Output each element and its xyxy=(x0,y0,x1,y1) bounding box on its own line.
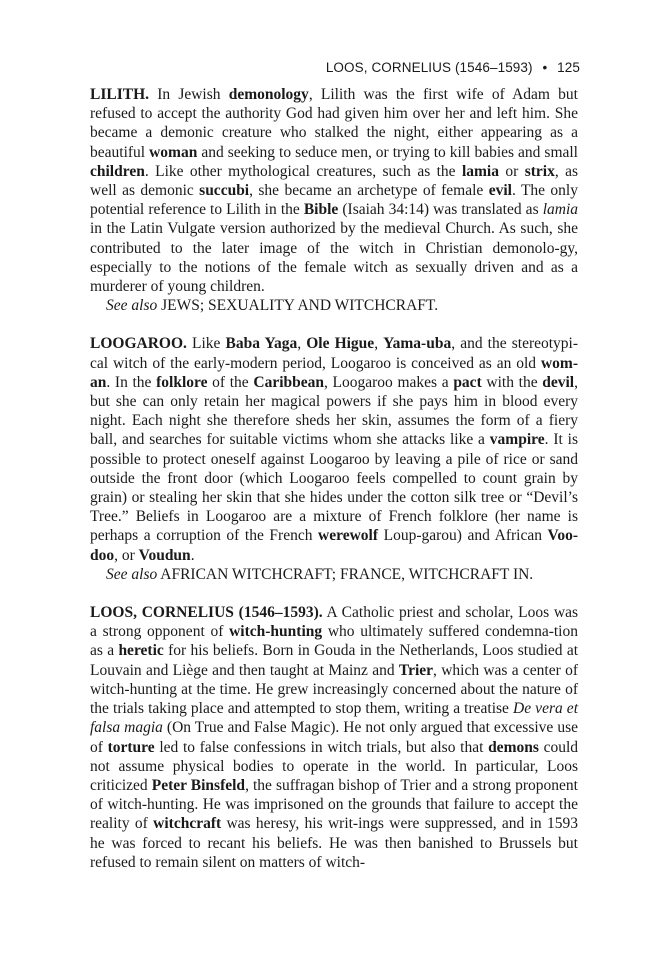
text-run: , the suffragan bishop of Trier and a strong proponent of witch-hunting. He was imprisoned on the grounds that failure to accept the reality of xyxy=(90,776,578,833)
text-run: , and the stereotypi-​cal witch of the early-modern period, Loogaroo is conceived as an old xyxy=(90,335,579,372)
entry-body xyxy=(90,86,578,295)
headword: LOOGAROO. xyxy=(90,335,187,353)
text-run: . xyxy=(190,546,195,564)
text-run: , Loogaroo makes a xyxy=(324,373,454,391)
entry-body xyxy=(90,335,578,563)
text-run: led to false confessions in witch trials, but also that xyxy=(154,738,489,756)
text-run: , as well as demonic xyxy=(90,162,579,200)
text-run: (Isaiah 34:14) was translated as xyxy=(338,201,543,219)
text-run: . Like other mythological creatures, such as the xyxy=(144,162,462,180)
entry-loogaroo xyxy=(90,334,578,584)
text-run: who ultimately suffered condemna-​tion as a xyxy=(90,623,578,660)
see-also xyxy=(90,296,578,315)
running-title: LOOS, CORNELIUS (1546–1593) xyxy=(325,60,533,75)
text-run: , or xyxy=(114,546,139,564)
text-run: In Jewish xyxy=(149,86,229,103)
text-run: , xyxy=(374,335,384,353)
text-run: or xyxy=(498,162,525,180)
bold-term: folklore xyxy=(156,373,208,391)
text-run: A Catholic priest and scholar, Loos was a strong opponent of xyxy=(90,604,579,641)
entry-paragraph xyxy=(90,603,578,872)
bold-term: Voudun xyxy=(138,546,191,564)
text-run: was heresy, his writ-​ings were suppressed, and in 1593 he was forced to recant his beliefs. He was then banished to Brussels but refused to remain silent on matters of witch- xyxy=(90,815,578,871)
bold-term: Yama-uba xyxy=(383,335,452,353)
text-run: with the xyxy=(481,373,543,391)
bold-term: heretic xyxy=(118,642,164,660)
see-also-label: See also xyxy=(106,297,158,315)
bold-term: torture xyxy=(107,738,155,756)
text-run: of the xyxy=(207,373,254,391)
text-run: , Lilith was the first wife of Adam but refused to accept the authority God had given him over her and left him. She became a demonic creature who stalked the night, either appearing as a beautiful xyxy=(90,86,578,161)
bold-term: Baba Yaga xyxy=(225,335,298,353)
header-bullet: • xyxy=(542,60,548,75)
headword: LOOS, CORNELIUS (1546–1593). xyxy=(90,604,323,622)
body-text xyxy=(90,85,578,891)
bold-term: Bible xyxy=(303,201,339,219)
bold-term: vampire xyxy=(489,431,545,449)
entry-loos xyxy=(90,603,578,872)
text-run: for his beliefs. Born in Gouda in the Netherlands, Loos studied at Louvain and Liège and then taught at Mainz and xyxy=(90,642,579,679)
bold-term: wom-​an xyxy=(90,354,578,391)
entry-paragraph xyxy=(90,334,578,564)
bold-term: Peter Binsfeld xyxy=(151,776,246,794)
bold-term: evil xyxy=(488,182,512,200)
text-run: and seeking to seduce men, or trying to kill babies and small xyxy=(197,143,578,161)
bold-term: witchcraft xyxy=(153,815,222,833)
text-run: (On True and False Magic). He not only argued that excessive use of xyxy=(90,719,578,756)
text-run: could not assume physical bodies to operate in the world. In particular, Loos criticized xyxy=(90,738,579,794)
text-run: Like xyxy=(186,335,226,353)
text-run: , xyxy=(297,335,307,353)
text-run: , but she can only retain her magical powers if she pays him in blood every night. Each night she therefore sheds her skin, assumes the form of a fiery ball, and searches for suitable victims whom she attacks like a xyxy=(90,373,578,449)
bold-term: children xyxy=(90,162,145,180)
headword: LILITH. xyxy=(90,86,150,103)
italic-term: De vera et falsa magia xyxy=(90,700,578,737)
see-also-label: See also xyxy=(106,565,158,583)
bold-term: succubi xyxy=(199,182,250,200)
bold-term: devil xyxy=(542,373,575,391)
see-also-refs: AFRICAN WITCHCRAFT; FRANCE, WITCHCRAFT IN. xyxy=(160,565,534,583)
text-run: Loup-garou) and African xyxy=(378,527,548,545)
text-run: . In the xyxy=(106,373,157,391)
running-head xyxy=(326,60,580,75)
bold-term: lamia xyxy=(461,162,499,180)
bold-term: demons xyxy=(488,738,539,756)
entry-paragraph xyxy=(90,85,578,296)
bold-term: werewolf xyxy=(318,527,379,545)
page-number: 125 xyxy=(557,60,580,75)
bold-term: Ole Higue xyxy=(306,335,375,353)
bold-term: demonology xyxy=(228,86,309,103)
text-run: in the Latin Vulgate version authorized by the medieval Church. As such, she contributed to the later image of the witch in Christian demonolo-​gy, especially to the notions of the female witch as sexually driven and as a murderer of young children. xyxy=(90,220,578,296)
italic-term: lamia xyxy=(542,201,578,219)
bold-term: strix xyxy=(524,162,555,180)
text-run: , she became an archetype of female xyxy=(249,182,489,200)
bold-term: Caribbean xyxy=(253,373,324,391)
entry-lilith xyxy=(90,85,578,315)
entry-body xyxy=(90,604,578,871)
bold-term: woman xyxy=(149,143,198,161)
bold-term: witch-hunting xyxy=(229,623,323,641)
bold-term: pact xyxy=(453,373,482,391)
text-run: . The only potential reference to Lilith in the xyxy=(90,182,578,219)
bold-term: Voo-​doo xyxy=(90,527,578,564)
text-run: . It is possible to protect oneself against Loogaroo by leaving a pile of rice or sand outside the front door (which Loogaroo feels compelled to count grain by grain) or stealing her skin that she hides under the cotton silk tree or “Devil’s Tree.” Beliefs in Loogaroo are a mixture of French folklore (her name is perhaps a corruption of the French xyxy=(90,431,578,545)
see-also xyxy=(90,565,578,584)
bold-term: Trier xyxy=(398,661,434,679)
see-also-refs: JEWS; SEXUALITY AND WITCHCRAFT. xyxy=(161,297,439,315)
text-run: , which was a center of witch-hunting at the time. He grew increasingly concerned about the nature of the trials taking place and attempted to stop them, writing a treatise xyxy=(90,661,578,718)
